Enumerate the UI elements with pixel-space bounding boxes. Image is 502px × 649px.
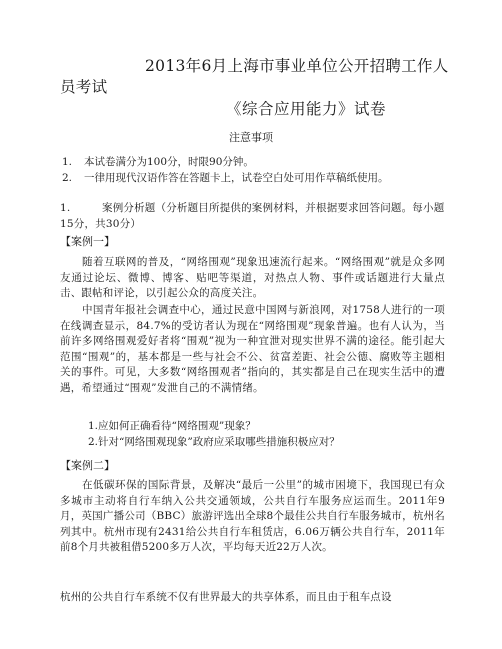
- case-1-paragraph: 中国青年报社会调查中心，通过民意中国网与新浪网，对1758人进行的一项在线调查显示，84.7%的受访者认为现在“网络围观”现象普遍。也有人认为，当前许多网络围观爱好者将“围观”视为一种宜泄对现实世界不满的途径。能引起大范围“围观”的，基本都是一些与社会不公、贫富差距、社会公德、腐败等主题相关的事件。可见，大多数“网络围观者”指向的，其实都是自己在现实生活中的遭遇，希望通过“围观”发泄自己的不满情绪。: [60, 304, 445, 394]
- notice-item: [62, 154, 389, 170]
- case-1-heading: 【案例一】: [60, 235, 115, 248]
- case-2-paragraph: 在低碳环保的国际背景，及解决“最后一公里”的城市困境下，我国现已有众多城市主动将自行车纳入公共交通领域，公共自行车服务应运而生。2011年9月，英国广播公司（BBC）旅游评选出全球8个最佳公共自行车服务城市，杭州名列其中。杭州市现有2431给公共自行车租赁店，6.06万辆公共自行车，2011年前8个月共被租借5200多万人次，平均每天近22万人次。: [60, 479, 445, 553]
- case-2-heading: 【案例二】: [60, 459, 115, 472]
- notice-item-number: 2.: [62, 172, 73, 184]
- question-number: 1.: [60, 202, 71, 214]
- case-1-question: 2.针对“网络围观现象”政府应采取哪些措施积极应对？: [88, 436, 340, 448]
- case-1-question: 1.应如何正确看待“网络围观”现象？: [88, 420, 256, 432]
- notice-item: [62, 170, 389, 186]
- exam-title: 2013年6月上海市事业单位公开招聘工作人员考试: [60, 57, 449, 96]
- notice-item-text: 本试卷满分为100分，时限90分钟。: [84, 156, 254, 168]
- case-2-paragraph: 杭州的公共自行车系统不仅有世界最大的共享体系，而且由于租车点设: [60, 591, 392, 603]
- question-1: [60, 201, 452, 232]
- question-instructions: 案例分析题（分析题目所提供的案例材料，并根据要求回答问题。每小题15分，共30分）: [60, 202, 445, 230]
- notice-heading: 注意事项: [229, 131, 273, 144]
- case-1-paragraph: 随着互联网的普及，“网络围观”现象迅速流行起来。“网络围观”就是众多网友通过论坛、微博、博客、贴吧等渠道，对热点人物、事件或话题进行大量点击、跟帖和评论，以引起公众的高度关注。: [60, 256, 445, 299]
- exam-subtitle: 《综合应用能力》试卷: [226, 100, 387, 118]
- notice-item-number: 1.: [62, 156, 73, 168]
- notice-list: [62, 154, 389, 186]
- notice-item-text: 一律用现代汉语作答在答题卡上，试卷空白处可用作草稿纸使用。: [84, 172, 389, 184]
